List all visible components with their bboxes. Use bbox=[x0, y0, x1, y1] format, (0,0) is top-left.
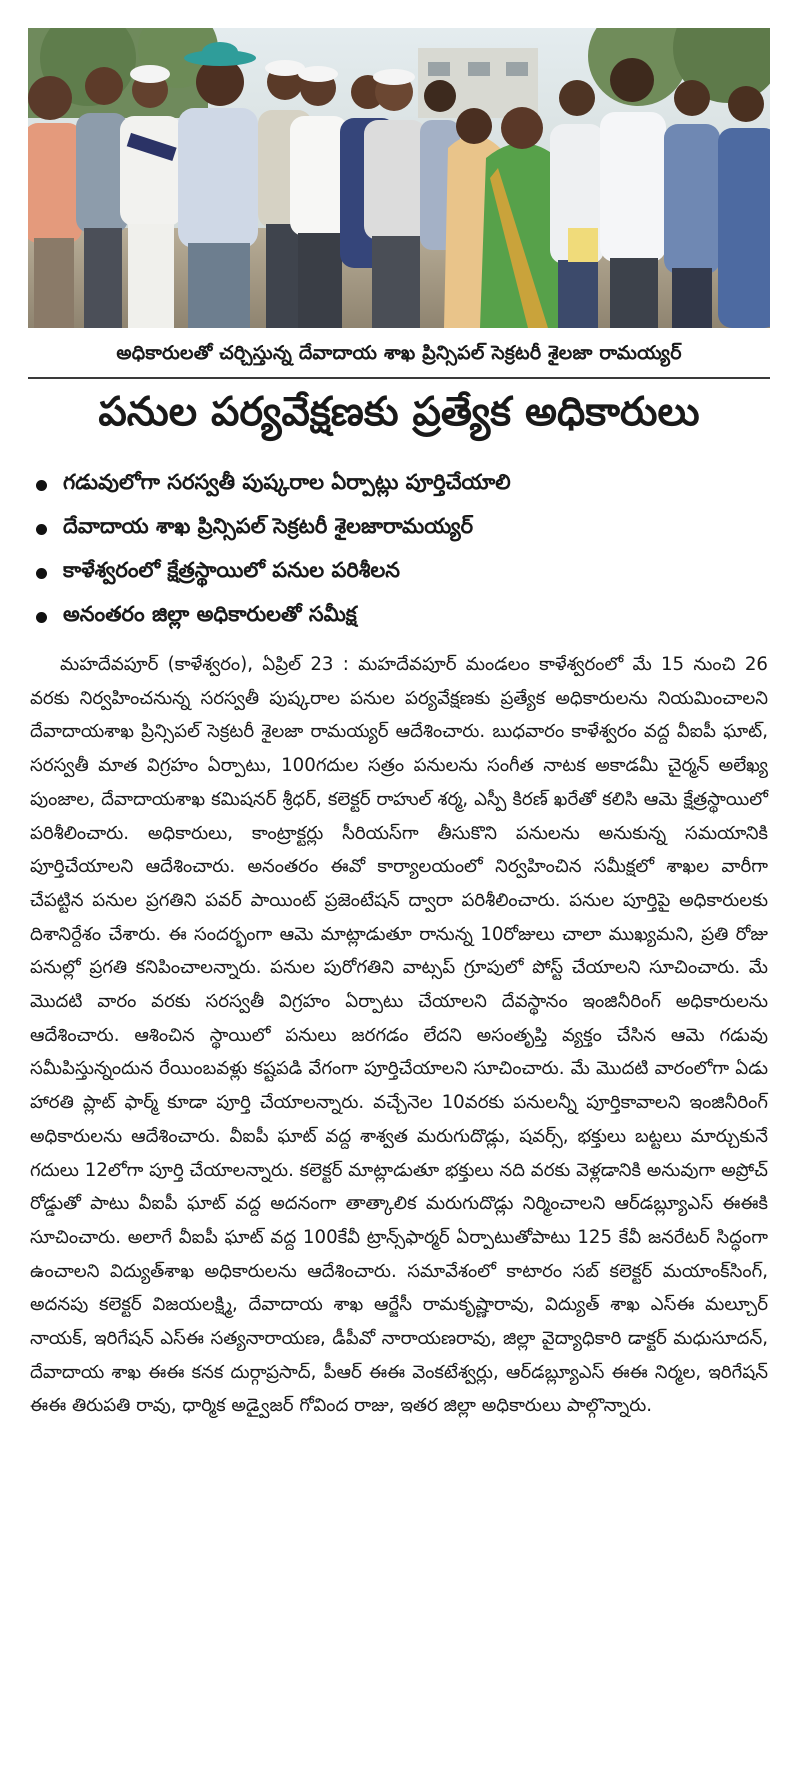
bullet-dot-icon bbox=[36, 612, 47, 623]
highlight-bullets bbox=[30, 463, 770, 639]
bullet-text: గడువులోగా సరస్వతీ పుష్కరాల ఏర్పాట్లు పూర్తిచేయాలి bbox=[63, 470, 511, 494]
bullet-dot-icon bbox=[36, 480, 47, 491]
news-photo bbox=[28, 28, 770, 328]
bullet-item bbox=[30, 595, 770, 639]
article-body bbox=[30, 648, 768, 1423]
headline: పనుల పర్యవేక్షణకు ప్రత్యేక అధికారులు bbox=[98, 389, 700, 435]
bullet-text: దేవాదాయ శాఖ ప్రిన్సిపల్ సెక్రటరీ శైలజారామయ్యర్ bbox=[63, 514, 474, 538]
photo-caption: అధికారులతో చర్చిస్తున్న దేవాదాయ శాఖ ప్రిన్సిపల్ సెక్రటరీ శైలజా రామయ్యర్ bbox=[116, 341, 682, 364]
bullet-item bbox=[30, 507, 770, 551]
photo-caption-box bbox=[28, 333, 770, 379]
officials-group-photo bbox=[28, 28, 770, 328]
article-paragraph: మహదేవపూర్ (కాళేశ్వరం), ఏప్రిల్ 23 : మహదేవపూర్ మండలం కాళేశ్వరంలో మే 15 నుంచి 26 వరకు నిర్వహించనున్న సరస్వతీ పుష్కరాల పనుల పర్యవేక్షణకు ప్రత్యేక అధికారులను నియమించాలని దేవాదాయశాఖ ప్రిన్సిపల్ సెక్రటరీ శైలజా రామయ్యర్ ఆదేశించారు. బుధవారం కాళేశ్వరం వద్ద వీఐపీ ఘాట్, సరస్వతీ మాత విగ్రహం ఏర్పాటు, 100గదుల సత్రం పనులను సంగీత నాటక అకాడమీ చైర్మన్ అలేఖ్య పుంజాల, దేవాదాయశాఖ కమిషనర్ శ్రీధర్, కలెక్టర్ రాహుల్ శర్మ, ఎస్పీ కిరణ్ ఖరేతో కలిసి ఆమె క్షేత్రస్థాయిలో పరిశీలించారు. అధికారులు, కాంట్రాక్టర్లు సీరియస్‌గా తీసుకొని పనులను అనుకున్న సమయానికి పూర్తిచేయాలని ఆదేశించారు. అనంతరం ఈవో కార్యాలయంలో నిర్వహించిన సమీక్షలో శాఖల వారీగా చేపట్టిన పనుల ప్రగతిని పవర్ పాయింట్ ప్రజెంటేషన్ ద్వారా పరిశీలించారు. పనుల పూర్తిపై అధికారులకు దిశానిర్దేశం చేశారు. ఈ సందర్భంగా ఆమె మాట్లాడుతూ రానున్న 10రోజులు చాలా ముఖ్యమని, ప్రతి రోజు పనుల్లో ప్రగతి కనిపించాలన్నారు. పనుల పురోగతిని వాట్సప్ గ్రూపులో పోస్ట్ చేయాలని సూచించారు. మే మొదటి వారం వరకు సరస్వతీ విగ్రహం ఏర్పాటు చేయాలని దేవస్థానం ఇంజినీరింగ్ అధికారులను ఆదేశించారు. ఆశించిన స్థాయిలో పనులు జరగడం లేదని అసంతృప్తి వ్యక్తం చేసిన ఆమె గడువు సమీపిస్తున్నందున రేయింబవళ్లు కష్టపడి వేగంగా పూర్తిచేయాలని సూచించారు. మే మొదటి వారంలోగా ఏడు హారతి ప్లాట్ ఫార్మ్ కూడా పూర్తి చేయాలన్నారు. వచ్చేనెల 10వరకు పనులన్నీ పూర్తికావాలని ఇంజినీరింగ్ అధికారులను ఆదేశించారు. వీఐపీ ఘాట్ వద్ద శాశ్వత మరుగుదొడ్లు, షవర్స్, భక్తులు బట్టలు మార్చుకునే గదులు 12లోగా పూర్తి చేయాలన్నారు. కలెక్టర్ మాట్లాడుతూ భక్తులు నది వరకు వెళ్లడానికి అనువుగా అప్రోచ్ రోడ్డుతో పాటు వీఐపీ ఘాట్ వద్ద అదనంగా తాత్కాలిక మరుగుదొడ్లు నిర్మించాలని ఆర్‌డబ్ల్యూఎస్ ఈఈకి సూచించారు. అలాగే వీఐపీ ఘాట్ వద్ద 100కేవీ ట్రాన్స్‌ఫార్మర్ ఏర్పాటుతోపాటు 125 కేవీ జనరేటర్ సిద్ధంగా ఉంచాలని విద్యుత్‌శాఖ అధికారులను ఆదేశించారు. సమావేశంలో కాటారం సబ్ కలెక్టర్ మయాంక్‌సింగ్, అదనపు కలెక్టర్ విజయలక్ష్మి, దేవాదాయ శాఖ ఆర్జేసీ రామకృష్ణారావు, విద్యుత్ శాఖ ఎస్‌ఈ మల్చూర్ నాయక్, ఇరిగేషన్ ఎస్‌ఈ సత్యనారాయణ, డీపీవో నారాయణరావు, జిల్లా వైద్యాధికారి డాక్టర్ మధుసూదన్, దేవాదాయ శాఖ ఈఈ కనక దుర్గాప్రసాద్, పీఆర్ ఈఈ వెంకటేశ్వర్లు, ఆర్‌డబ్ల్యూఎస్ ఈఈ నిర్మల, ఇరిగేషన్ ఈఈ తిరుపతి రావు, ధార్మిక అడ్వైజర్ గోవింద రాజు, ఇతర జిల్లా అధికారులు పాల్గొన్నారు. bbox=[30, 654, 768, 1417]
bullet-dot-icon bbox=[36, 524, 47, 535]
bullet-text: కాళేశ్వరంలో క్షేత్రస్థాయిలో పనుల పరిశీలన bbox=[63, 558, 401, 582]
headline-box bbox=[28, 382, 770, 452]
bullet-text: అనంతరం జిల్లా అధికారులతో సమీక్ష bbox=[63, 602, 357, 626]
bullet-item bbox=[30, 551, 770, 595]
bullet-dot-icon bbox=[36, 568, 47, 579]
bullet-item bbox=[30, 463, 770, 507]
